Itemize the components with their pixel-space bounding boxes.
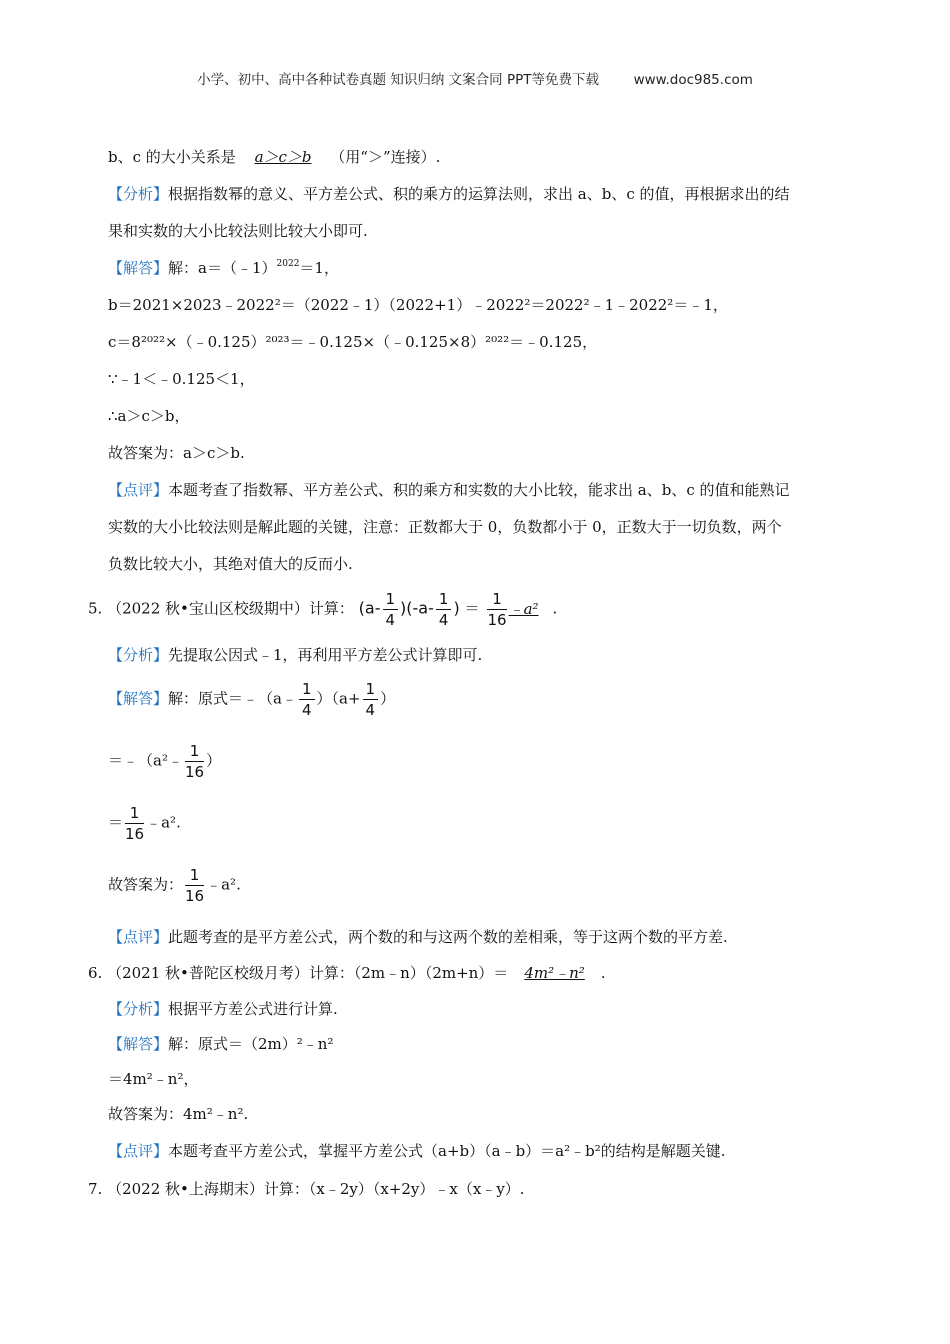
- q4-sol-line4: ∵﹣1＜﹣0.125＜1，: [108, 370, 255, 388]
- q5-expr-part1: (a-: [358, 598, 381, 618]
- q4-sol-line2: b＝2021×2023﹣2022²＝（2022﹣1）（2022+1）﹣2022²＝2022²﹣1﹣2022²＝﹣1，: [108, 296, 728, 314]
- q4-stem-tail: （用“＞”连接）.: [330, 148, 441, 166]
- q4-sol-line6: 故答案为：a＞c＞b.: [108, 444, 245, 462]
- q6-stem-text: （2021 秋•普陀区校级月考）计算：（2m﹣n）（2m+n）＝: [107, 964, 509, 982]
- q4-blank-answer: a＞c＞b: [254, 148, 312, 166]
- q5-expr-part3: ): [453, 598, 460, 618]
- q4-sol-exponent: 2022: [276, 259, 300, 269]
- q7-stem-text: （2022 秋•上海期末）计算：（x﹣2y）（x+2y）﹣x（x﹣y）.: [107, 1180, 525, 1198]
- q6-blank-answer: 4m²﹣n²: [524, 964, 585, 982]
- q6-stem: 6. （2021 秋•普陀区校级月考）计算：（2m﹣n）（2m+n）＝ 4m²﹣n² .: [88, 964, 606, 982]
- q5-comment-text: 此题考查的是平方差公式，两个数的和与这两个数的差相乘，等于这两个数的平方差.: [168, 928, 728, 946]
- q5-comment: [108, 926, 728, 947]
- q4-comment: [108, 479, 790, 500]
- analysis-tag: 【分析】: [108, 1000, 169, 1018]
- q5-solution: 【解答】解：原式＝﹣（a﹣ $\frac{1}{4}$ ）（a+ $\frac{1}{4}$ ）: [108, 680, 396, 719]
- q5-sol-frac-2: $\frac{1}{4}$: [363, 680, 379, 719]
- q5-sol-frac-4: $\frac{1}{16}$: [125, 804, 145, 843]
- page-header: [0, 68, 950, 88]
- q4-analysis-text: 根据指数幂的意义、平方差公式、积的乘方的运算法则，求出 a、b、c 的值，再根据求出的结: [168, 185, 790, 203]
- q6-sol-line2: ＝4m²﹣n²，: [108, 1070, 199, 1088]
- q4-sol-line3: c＝8²⁰²²×（﹣0.125）²⁰²³＝﹣0.125×（﹣0.125×8）²⁰²²＝﹣0.125，: [108, 333, 598, 351]
- comment-tag: 【点评】: [108, 1142, 169, 1160]
- q4-analysis-line2: 果和实数的大小比较法则比较大小即可.: [108, 222, 368, 240]
- q7-number: 7.: [88, 1180, 103, 1198]
- q4-sol-line1: 解：a＝（﹣1）: [168, 259, 277, 277]
- q4-stem: b、c 的大小关系是: [108, 148, 236, 166]
- q5-sol-frac-3: $\frac{1}{16}$: [184, 742, 205, 781]
- q5-expr-part2: )(-a-: [400, 598, 434, 618]
- q6-analysis-text: 根据平方差公式进行计算.: [168, 1000, 338, 1018]
- q5-sol-line3: ＝ $\frac{1}{16}$ ﹣a².: [108, 804, 181, 843]
- q5-analysis: [108, 644, 482, 665]
- q5-sol-line1: 解：原式＝﹣（a﹣: [168, 689, 297, 708]
- analysis-tag: 【分析】: [108, 185, 169, 203]
- q5-source: （2022 秋•宝山区校级期中）计算：: [107, 599, 354, 618]
- q6-number: 6.: [88, 964, 103, 982]
- solution-tag: 【解答】: [108, 259, 169, 277]
- q4-solution: [108, 257, 339, 278]
- q4-comment-line2: 实数的大小比较法则是解此题的关键，注意：正数都大于 0，负数都小于 0，正数大于一切负数，两个: [108, 518, 782, 536]
- q5-sol-line4: 故答案为： $\frac{1}{16}$ ﹣a².: [108, 866, 241, 905]
- q6-analysis: [108, 998, 338, 1019]
- q5-blank-answer: $\frac{1}{16}$ ﹣a²: [487, 590, 539, 629]
- q4-analysis: [108, 183, 790, 204]
- q5-sol-line2: ＝﹣（a²﹣ $\frac{1}{16}$ ）: [108, 742, 222, 781]
- q5-analysis-text: 先提取公因式﹣1，再利用平方差公式计算即可.: [168, 646, 483, 664]
- q4-sol-line5: ∴a＞c＞b，: [108, 407, 190, 425]
- q4-comment-line3: 负数比较大小，其绝对值大的反而小.: [108, 555, 353, 573]
- q5-equals: ＝: [464, 599, 480, 618]
- analysis-tag: 【分析】: [108, 646, 169, 664]
- comment-tag: 【点评】: [108, 481, 169, 499]
- header-url[interactable]: www.doc985.com: [633, 72, 753, 88]
- q5-stem: 5. （2022 秋•宝山区校级期中）计算： (a- $\frac{1}{4}$ )(-a- $\frac{1}{4}$ ) ＝ $\frac{1}{16}$ ﹣a² .: [88, 590, 558, 629]
- q5-answer-frac: $\frac{1}{16}$: [487, 590, 507, 629]
- comment-tag: 【点评】: [108, 928, 169, 946]
- solution-tag: 【解答】: [108, 1035, 169, 1053]
- q7-stem: [88, 1178, 525, 1199]
- q6-comment: [108, 1140, 726, 1161]
- q5-sol-frac-5: $\frac{1}{16}$: [185, 866, 205, 905]
- q5-frac-2: $\frac{1}{4}$: [436, 590, 452, 629]
- q4-sol-line1-tail: ＝1，: [299, 259, 339, 277]
- solution-tag: 【解答】: [108, 689, 169, 708]
- q6-comment-text: 本题考查平方差公式，掌握平方差公式（a+b）（a﹣b）＝a²﹣b²的结构是解题关键.: [168, 1142, 726, 1160]
- header-text: 小学、初中、高中各种试卷真题 知识归纳 文案合同 PPT等免费下载: [197, 72, 599, 88]
- q5-frac-1: $\frac{1}{4}$: [383, 590, 399, 629]
- q4-comment-text: 本题考查了指数幂、平方差公式、积的乘方和实数的大小比较，能求出 a、b、c 的值和能熟记: [168, 481, 790, 499]
- q6-sol-line1: 解：原式＝（2m）²﹣n²: [168, 1035, 334, 1053]
- q4-answer-line: [108, 146, 440, 167]
- q6-solution: [108, 1033, 333, 1054]
- q5-number: 5.: [88, 599, 103, 618]
- q5-sol-frac-1: $\frac{1}{4}$: [299, 680, 315, 719]
- q6-sol-line3: 故答案为：4m²﹣n².: [108, 1105, 249, 1123]
